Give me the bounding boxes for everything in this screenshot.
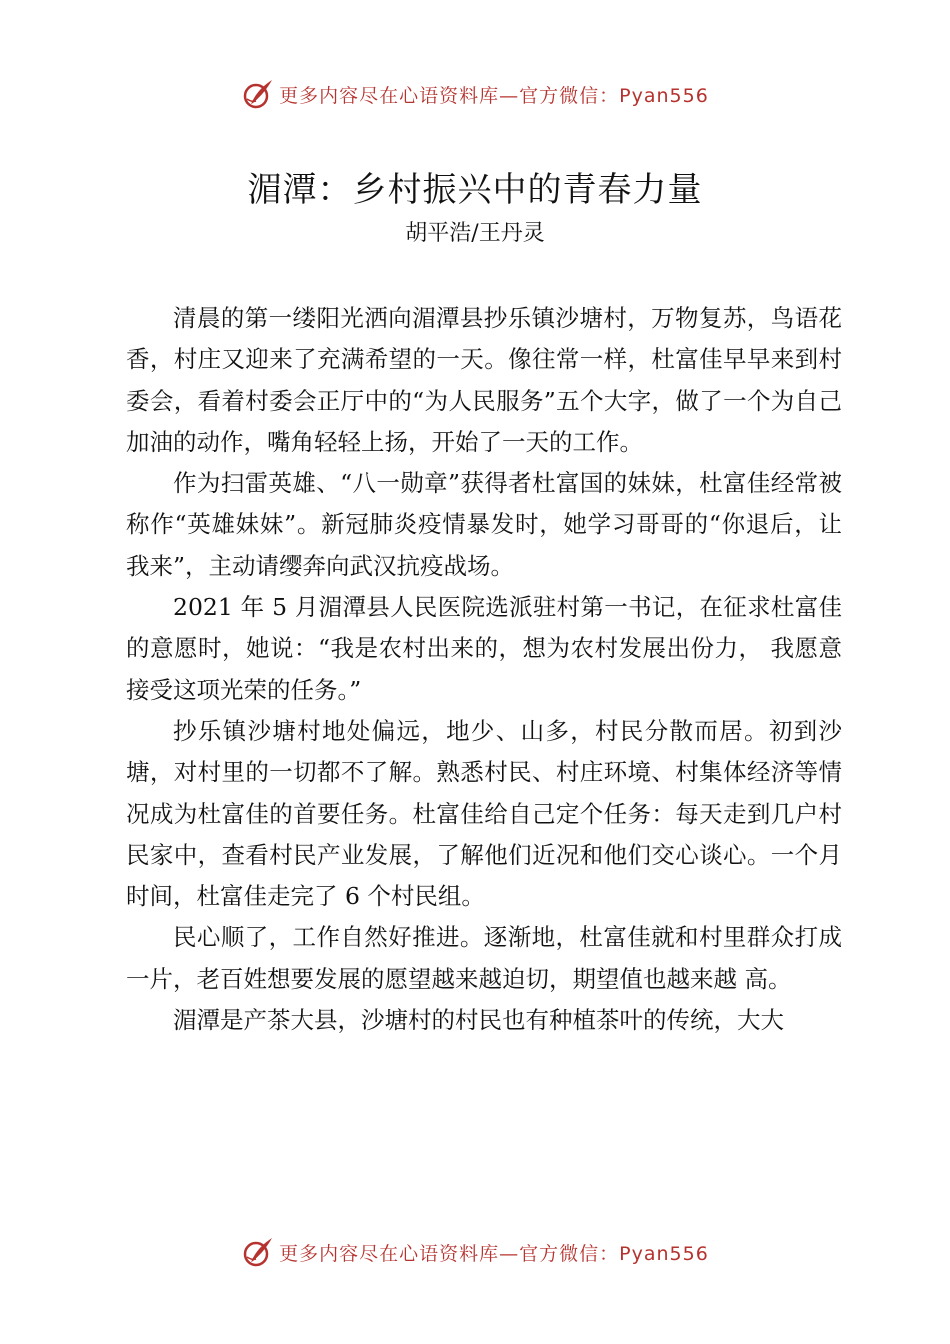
- paragraph: 清晨的第一缕阳光洒向湄潭县抄乐镇沙塘村，万物复苏，鸟语花香，村庄又迎来了充满希望的一天。像往常一样，杜富佳早早来到村委会，看着村委会正厅中的“为人民服务”五个大字，做了一个为自己加油的动作，嘴角轻轻上扬，开始了一天的工作。: [126, 304, 842, 456]
- article-body: [126, 298, 842, 1041]
- watermark-banner-top: [0, 72, 950, 116]
- paragraph: 作为扫雷英雄、“八一勋章”获得者杜富国的妹妹，杜富佳经常被称作“英雄妹妹”。新冠肺炎疫情暴发时，她学习哥哥的“你退后，让我来”，主动请缨奔向武汉抗疫战场。: [126, 469, 842, 580]
- quill-logo-icon: [241, 77, 275, 111]
- wechat-id: Pyan556: [619, 1242, 709, 1265]
- paragraph: 湄潭是产茶大县，沙塘村的村民也有种植茶叶的传统，大大: [173, 1006, 784, 1035]
- watermark-text: 更多内容尽在心语资料库—官方微信：Pyan556: [279, 1242, 709, 1265]
- article-author: 胡平浩/王丹灵: [405, 221, 545, 246]
- watermark-text: 更多内容尽在心语资料库—官方微信：Pyan556: [279, 84, 709, 107]
- article-title: 湄潭：乡村振兴中的青春力量: [247, 170, 703, 210]
- paragraph: 民心顺了，工作自然好推进。逐渐地，杜富佳就和村里群众打成一片，老百姓想要发展的愿望越来越迫切，期望值也越来越 高。: [126, 923, 842, 993]
- paragraph: 2021 年 5 月湄潭县人民医院选派驻村第一书记，在征求杜富佳的意愿时，她说：“我是农村出来的，想为农村发展出份力， 我愿意接受这项光荣的任务。”: [126, 593, 842, 704]
- watermark-banner-bottom: [0, 1230, 950, 1274]
- paragraph: 抄乐镇沙塘村地处偏远，地少、山多，村民分散而居。初到沙塘，对村里的一切都不了解。熟悉村民、村庄环境、村集体经济等情况成为杜富佳的首要任务。杜富佳给自己定个任务：每天走到几户村民家中，查看村民产业发展，了解他们近况和他们交心谈心。一个月时间，杜富佳走完了 6 个村民组。: [126, 716, 842, 911]
- quill-logo-icon: [241, 1235, 275, 1269]
- wechat-id: Pyan556: [619, 84, 709, 107]
